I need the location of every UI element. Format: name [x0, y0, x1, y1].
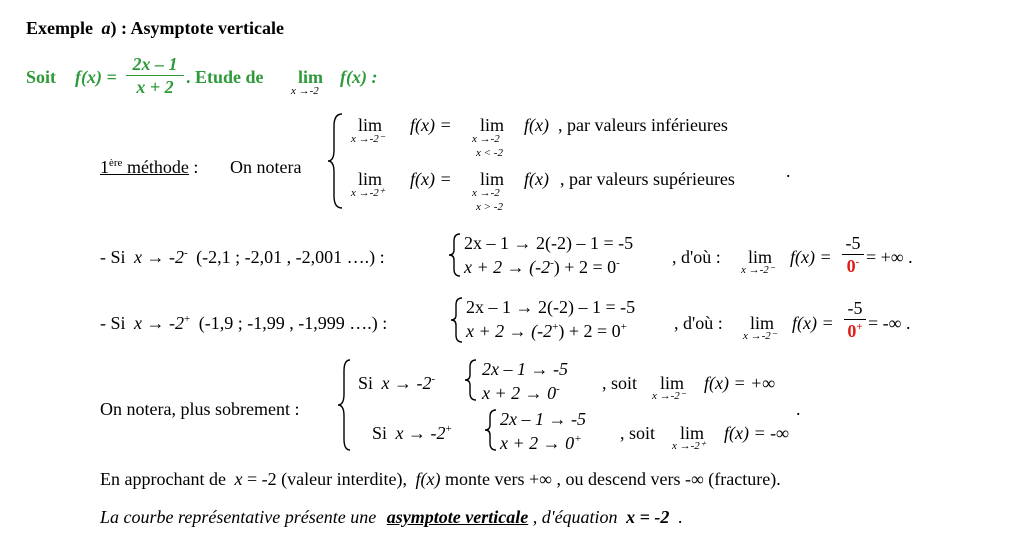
approach-line: En approchant de x = -2 (valeur interdite), f(x) monte vers +∞ , ou descend vers -∞ (fracture).	[100, 469, 781, 489]
case-left-eq1: 2x – 1 → 2(-2) – 1 = -5	[464, 233, 634, 253]
m1-dot: .	[786, 161, 791, 181]
method1-brace	[326, 112, 346, 210]
m1-row1-lim2: lim	[480, 115, 505, 135]
case-left-eq2: x + 2 → (-2-) + 2 = 0-	[464, 257, 620, 277]
case-left-result: = +∞ .	[866, 247, 913, 267]
sob-r1-si: Si x → -2-	[358, 373, 436, 393]
case-left-dou: , d'où :	[672, 247, 721, 267]
sob-r1-result: f(x) = +∞	[704, 373, 776, 393]
method1-on-notera: On notera	[230, 157, 302, 177]
case-right-brace	[450, 296, 464, 344]
m1-row2-fx2: f(x)	[524, 169, 549, 189]
case-right-line: - Si x → -2+ (-1,9 ; -1,99 , -1,999 ….) :	[100, 313, 388, 333]
sob-r2-soit: , soit	[620, 423, 656, 443]
sob-r2-lim: lim	[680, 423, 705, 443]
sob-r2-result: f(x) = -∞	[724, 423, 789, 443]
case-left-fx: f(x) =	[790, 247, 832, 267]
case-left-lim-sub: x →-2⁻	[741, 264, 775, 276]
sob-r2-lim-sub: x →-2⁺	[672, 440, 706, 452]
m1-row2-lim2-sub1: x →-2	[472, 187, 500, 199]
method1-label: 1ère méthode :	[100, 157, 199, 177]
sob-r1-lim-sub: x →-2⁻	[652, 390, 686, 402]
case-right-eq2: x + 2 → (-2+) + 2 = 0+	[466, 321, 627, 341]
m1-row1-lim-sub: x →-2⁻	[351, 133, 385, 145]
statement-etude: . Etude de	[186, 67, 264, 87]
sob-r2-si: Si x → -2+	[372, 423, 452, 443]
statement-fraction: 2x – 1 x + 2	[126, 55, 184, 96]
m1-row1-fx: f(x) =	[410, 115, 452, 135]
sob-r1-eq2: x + 2 → 0-	[482, 383, 560, 403]
m1-row2-lim: lim	[358, 169, 383, 189]
m1-row1-lim: lim	[358, 115, 383, 135]
case-left-fraction: -5 0-	[842, 234, 864, 275]
m1-row2-lim-sub: x →-2⁺	[351, 187, 385, 199]
sob-r1-eq1: 2x – 1 → -5	[482, 359, 568, 379]
m1-row2-lim2: lim	[480, 169, 505, 189]
sob-r2-brace	[484, 408, 498, 452]
sob-r2-eq2: x + 2 → 0+	[500, 433, 582, 453]
m1-row1-lim2-sub1: x →-2	[472, 133, 500, 145]
statement-fx: f(x) =	[75, 67, 117, 87]
statement-lim-sub: x →-2	[291, 85, 319, 97]
case-left-lim: lim	[748, 247, 773, 267]
case-right-result: = -∞ .	[868, 313, 911, 333]
case-right-lim: lim	[750, 313, 775, 333]
case-left-brace	[448, 232, 462, 278]
sob-r1-soit: , soit	[602, 373, 638, 393]
case-right-dou: , d'où :	[674, 313, 723, 333]
statement-lim: lim	[298, 67, 323, 87]
statement-soit: Soit	[26, 67, 57, 87]
sobrement-brace	[336, 358, 354, 452]
sob-r1-lim: lim	[660, 373, 685, 393]
sobrement-label: On notera, plus sobrement :	[100, 399, 300, 419]
case-right-fx: f(x) =	[792, 313, 834, 333]
sob-dot: .	[796, 399, 801, 419]
case-right-fraction: -5 0+	[844, 299, 866, 340]
conclusion-line: La courbe représentative présente une asymptote verticale , d'équation x = -2 .	[100, 507, 683, 527]
case-left-line: - Si x → -2- (-2,1 ; -2,01 , -2,001 ….) :	[100, 247, 385, 267]
sob-r1-brace	[464, 358, 478, 402]
statement-lim-fx: f(x) :	[340, 67, 378, 87]
sob-r2-eq1: 2x – 1 → -5	[500, 409, 586, 429]
m1-row2-lim2-sub2: x > -2	[476, 201, 503, 213]
m1-row1-lim2-sub2: x < -2	[476, 147, 503, 159]
case-right-eq1: 2x – 1 → 2(-2) – 1 = -5	[466, 297, 636, 317]
m1-row1-text: , par valeurs inférieures	[558, 115, 728, 135]
m1-row2-text: , par valeurs supérieures	[560, 169, 735, 189]
m1-row2-fx: f(x) =	[410, 169, 452, 189]
m1-row1-fx2: f(x)	[524, 115, 549, 135]
case-right-lim-sub: x →-2⁻	[743, 330, 777, 342]
title: Exemple a) : Asymptote verticale	[26, 18, 284, 38]
